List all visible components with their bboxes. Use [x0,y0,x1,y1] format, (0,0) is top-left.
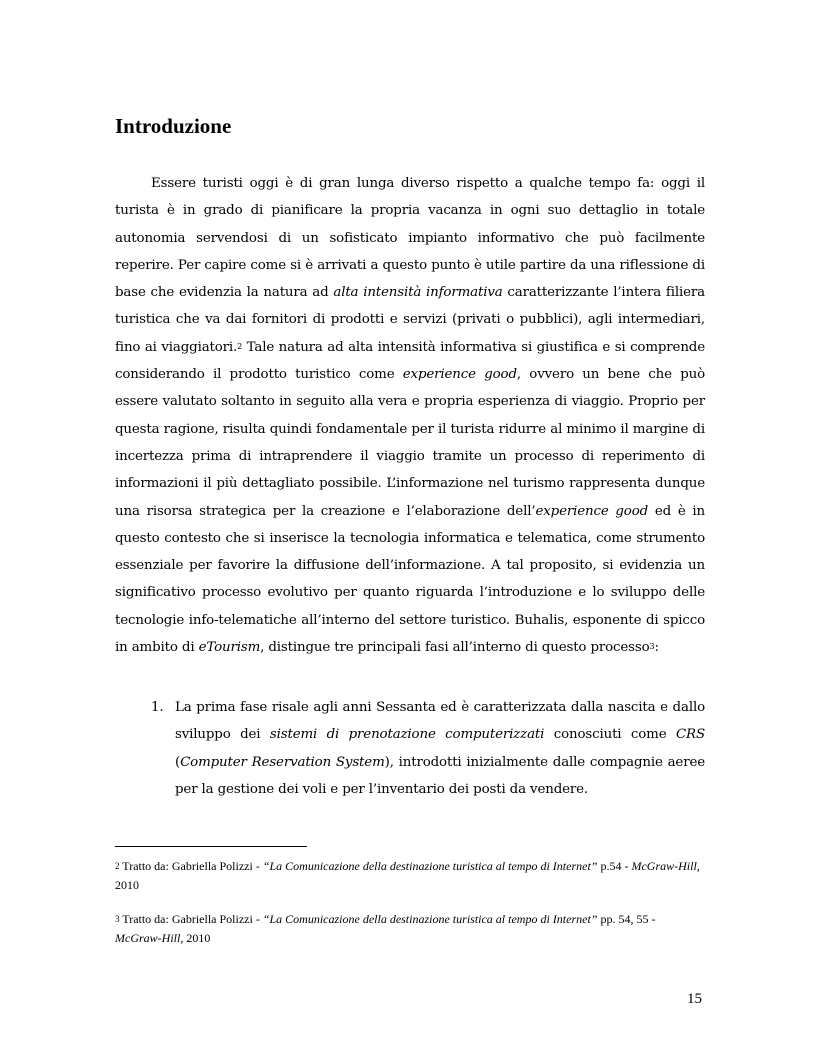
list-item-emphasis: sistemi di prenotazione computerizzati [269,727,545,743]
intro-text: , distingue tre principali fasi all’interno di questo processo [260,640,650,656]
footnote-2 [115,857,705,895]
intro-text: Essere turisti oggi è di gran lunga diverso rispetto a qualche tempo fa: oggi il turista è in grado di pianificare la propria vacanza in ogni suo dettaglio in totale autonomia servendosi di un sofisticato impianto informativo che può facilmente reperire. Per capire come si è arrivati a questo punto è utile partire da una riflessione di base che evidenzia la natura ad [115,176,705,301]
list-item-text: La prima fase risale agli anni Sessanta ed è caratterizzata dalla nascita e dallo sviluppo dei [175,700,705,743]
intro-text: caratterizzante l’intera filiera turistica che va dai fornitori di prodotti e servizi (privati o pubblici), agli intermediari, fino ai viaggiatori. [115,285,705,355]
list-item [151,694,705,803]
footnote-emphasis: “La Comunicazione della destinazione turistica al tempo di Internet” [262,859,598,873]
intro-text: Tale natura ad alta intensità informativa si giustifica e si comprende considerando il prodotto turistico come [115,339,705,383]
list-item-text: conosciuti come [544,727,676,743]
intro-emphasis: experience good [402,367,517,383]
footnote-ref[interactable]: 3 [649,642,655,652]
footnote-text: pp. 54, 55 - [597,912,656,926]
page-title: Introduzione [115,114,232,138]
footnote-ref[interactable]: 2 [237,341,243,351]
footnote-mark: 2 [115,861,120,871]
footnote-3 [115,910,705,948]
intro-text: , ovvero un bene che può essere valutato soltanto in seguito alla vera e propria esperienza di viaggio. Proprio per questa ragione, risulta quindi fondamentale per il turista ridurre al minimo il margine di incertezza prima di intraprendere il viaggio tramite un processo di reperimento di informazioni il più dettagliato possibile. L’informazione nel turismo rappresenta dunque una risorsa strategica per la creazione e l’elaborazione dell’ [115,367,705,519]
intro-text: : [654,640,659,656]
footnote-text: Tratto da: Gabriella Polizzi - [119,859,263,873]
list-item-text: ( [175,754,181,770]
footnote-separator [115,846,307,847]
intro-text: ed è in questo contesto che si inserisce la tecnologia informatica e telematica, come strumento essenziale per favorire la diffusione dell’informazione. A tal proposito, si evidenzia un significativo processo evolutivo per quanto riguarda l’introduzione e lo sviluppo delle tecnologie info-telematiche all’interno del settore turistico. Buhalis, esponente di spicco in ambito di [115,503,706,656]
intro-emphasis: experience good [535,503,649,519]
footnote-text: , 2010 [180,931,211,945]
list-item-text: ), introdotti inizialmente dalle compagnie aeree per la gestione dei voli e per l’inventario dei posti da vendere. [175,754,705,797]
intro-emphasis: alta intensità informativa [333,285,503,301]
footnote-text: Tratto da: Gabriella Polizzi - [119,912,263,926]
list-item-number: 1. [151,700,164,715]
footnote-text: , 2010 [115,859,700,892]
footnote-mark: 3 [115,914,120,924]
footnote-text: p.54 - [597,859,632,873]
footnote-emphasis: “La Comunicazione della destinazione turistica al tempo di Internet” [262,912,598,926]
intro-emphasis: eTourism [198,640,261,656]
footnote-emphasis: McGraw-Hill [115,931,181,945]
page-number: 15 [687,991,702,1007]
list-item-emphasis: CRS [675,727,705,743]
intro-paragraph [115,170,705,661]
footnote-emphasis: McGraw-Hill [631,859,697,873]
list-item-emphasis: Computer Reservation System [180,754,385,770]
phase-list [151,694,705,803]
